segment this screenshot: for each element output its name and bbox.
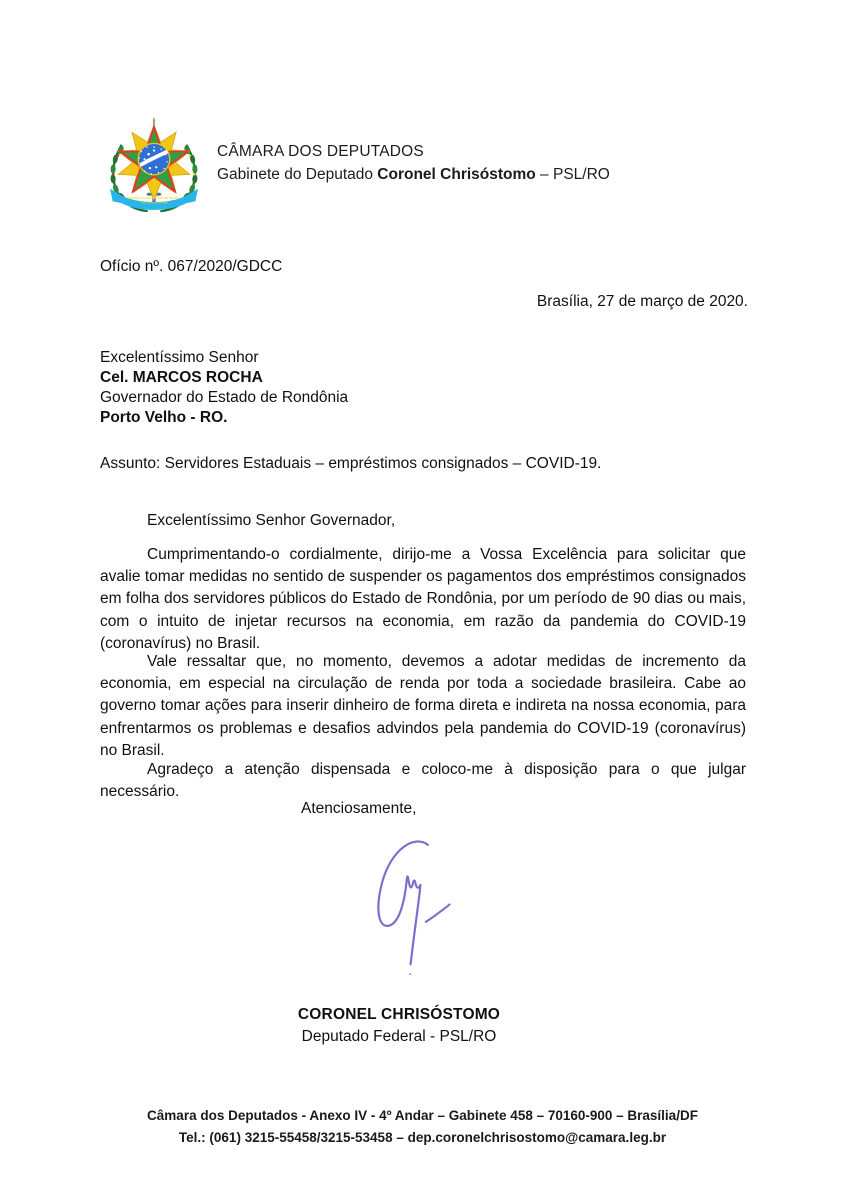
body-salutation: Excelentíssimo Senhor Governador, bbox=[147, 512, 396, 529]
body-paragraph-3: Agradeço a atenção dispensada e coloco-me à disposição para o que julgar necessário. bbox=[100, 761, 746, 801]
signatory-block bbox=[100, 1004, 698, 1047]
recipient-salutation: Excelentíssimo Senhor bbox=[100, 349, 259, 366]
office-holder: Coronel Chrisóstomo bbox=[377, 166, 536, 183]
celestial-globe bbox=[138, 143, 169, 174]
subject-line: Assunto: Servidores Estaduais – empréstimos consignados – COVID-19. bbox=[100, 455, 602, 472]
signature-ink-icon bbox=[366, 836, 464, 984]
closing-word: Atenciosamente, bbox=[301, 800, 417, 817]
dateline: Brasília, 27 de março de 2020. bbox=[536, 293, 748, 310]
footer-block bbox=[0, 1105, 845, 1148]
office-line bbox=[217, 163, 610, 186]
footer-contact: Tel.: (061) 3215-55458/3215-53458 – dep.coronelchrisostomo@camara.leg.br bbox=[178, 1129, 667, 1145]
recipient-name: Cel. MARCOS ROCHA bbox=[100, 369, 263, 386]
org-name: CÂMARA DOS DEPUTADOS bbox=[217, 143, 424, 160]
reference-number: Ofício nº. 067/2020/GDCC bbox=[100, 258, 283, 275]
brazil-coat-of-arms-icon bbox=[100, 116, 208, 222]
ribbon-text-line1: REPÚBLICA FEDERATIVA DO BRASIL bbox=[128, 196, 180, 201]
recipient-title: Governador do Estado de Rondônia bbox=[100, 389, 349, 406]
emblem-container bbox=[100, 116, 208, 227]
letterhead bbox=[217, 140, 610, 186]
signatory-name: CORONEL CHRISÓSTOMO bbox=[297, 1006, 501, 1023]
recipient-city: Porto Velho - RO. bbox=[100, 409, 228, 426]
office-prefix: Gabinete do Deputado bbox=[217, 166, 378, 183]
office-suffix: – PSL/RO bbox=[535, 166, 610, 183]
footer-address: Câmara dos Deputados - Anexo IV - 4º Andar – Gabinete 458 – 70160-900 – Brasília/DF bbox=[147, 1108, 698, 1123]
signatory-role: Deputado Federal - PSL/RO bbox=[301, 1027, 497, 1045]
signature-container bbox=[366, 836, 464, 989]
ribbon-text-line2: 15 de Novembro de 1889 bbox=[140, 201, 168, 205]
body-paragraph-1: Cumprimentando-o cordialmente, dirijo-me a Vossa Excelência para solicitar que avalie tomar medidas no sentido de suspender os pagamentos dos empréstimos consignados em folha dos servidores públicos do Estado de Rondônia, por um período de 90 dias ou mais, com o intuito de injetar recursos na economia, em razão da pandemia do COVID-19 (coronavírus) no Brasil. bbox=[100, 546, 746, 652]
recipient-block bbox=[100, 348, 348, 428]
body-paragraph-2: Vale ressaltar que, no momento, devemos a adotar medidas de incremento da economia, em especial na circulação de renda por toda a sociedade brasileira. Cabe ao governo tomar ações para inserir dinheiro de forma direta e indireta na nossa economia, para enfrentarmos os problemas e desafios advindos pela pandemia do COVID-19 (coronavírus) no Brasil. bbox=[100, 653, 746, 759]
